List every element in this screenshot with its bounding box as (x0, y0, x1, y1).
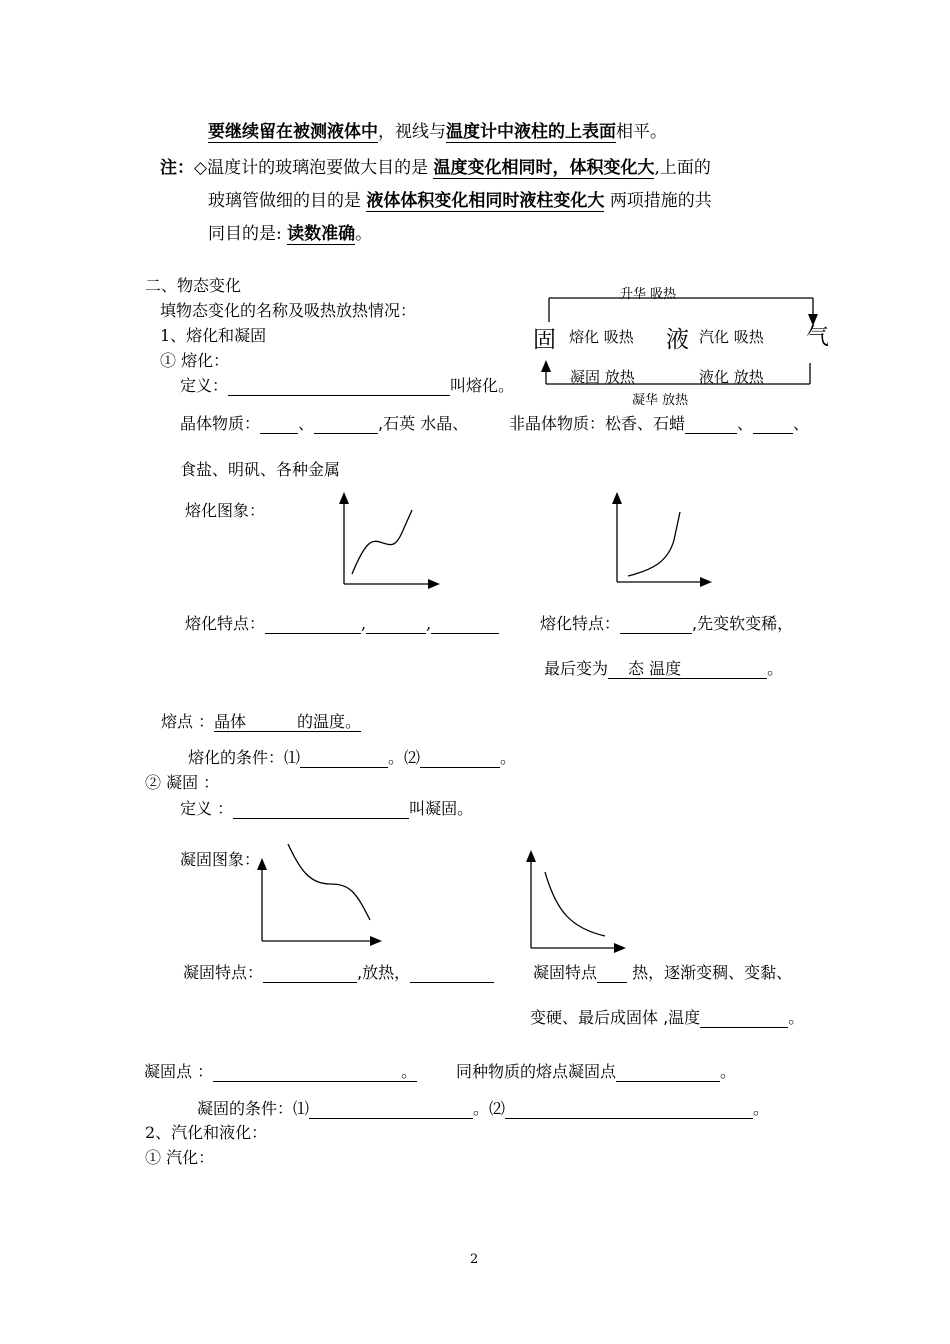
freezing-point-line (144, 1059, 417, 1082)
melt-point-label: 熔点 ： (161, 712, 215, 731)
def-label: 定义： (180, 376, 229, 395)
note-label: 注： (160, 158, 194, 178)
blank-freeze-feature-3[interactable] (597, 964, 627, 983)
freeze-feature-label: 凝固特点： (183, 963, 264, 982)
feature2-line2b: 态 温度 (622, 659, 681, 679)
feature-sep-1: , (361, 614, 367, 633)
note-common: 同目的是: (208, 224, 282, 244)
blank-freeze-cond-2[interactable] (505, 1100, 753, 1119)
page-number: 2 (470, 1252, 479, 1267)
subsection-melt-freeze: 1、熔化和凝固 (160, 326, 267, 345)
feature-label: 熔化特点： (185, 614, 266, 633)
noncrystal-label: 非晶体物质：松香、石蜡 (509, 414, 686, 433)
def-tail: 叫熔化。 (450, 376, 515, 395)
text-level: 相平。 (616, 122, 667, 142)
answer-liquid-surface: 温度计中液柱的上表面 (446, 122, 616, 142)
freeze-point-end: 。 (401, 1062, 418, 1081)
answer-keep-in-liquid: 要继续留在被测液体中 (208, 122, 378, 142)
label-freeze-release: 凝固 放热 (570, 368, 635, 386)
blank-same[interactable] (616, 1063, 720, 1082)
freeze-feature2-end: 。 (788, 1008, 805, 1027)
feature2-label: 熔化特点： (540, 614, 621, 633)
vapor-heading: ① 汽化： (145, 1148, 215, 1167)
label-vapor-absorb: 汽化 吸热 (699, 328, 764, 346)
freeze-def-tail: 叫凝固。 (409, 799, 474, 818)
subsection-vapor: 2、汽化和液化： (145, 1123, 268, 1142)
label-condense-release: 液化 放热 (699, 368, 764, 386)
state-gas: 气 (806, 324, 829, 350)
label-sublimation: 升华 吸热 (620, 287, 677, 302)
freeze-cond-label: 凝固的条件：⑴ (197, 1099, 310, 1118)
feature2-tail: ,先变软变稀， (692, 614, 794, 633)
freeze-feature-crystal (183, 960, 494, 983)
section-intro: 填物态变化的名称及吸热放热情况： (160, 301, 417, 320)
melt-cond-label: 熔化的条件：⑴ (188, 748, 301, 767)
melting-heading: ① 熔化： (160, 351, 230, 370)
freeze-point-label: 凝固点 ： (144, 1062, 214, 1081)
crystal-sep: 、 (298, 414, 315, 433)
melt-graph-label: 熔化图象： (185, 501, 266, 520)
answer-accurate: 读数准确 (287, 224, 356, 244)
freeze-graph-label: 凝固图象： (180, 850, 261, 869)
blank-freeze-feature-1[interactable] (263, 964, 357, 983)
note-tube-purpose: 玻璃管做细的目的是 (208, 191, 361, 211)
answer-tube: 液体体积变化相同时液柱变化大 (366, 191, 605, 211)
blank-freeze-feature-2[interactable] (410, 964, 494, 983)
label-deposition: 凝华 放热 (632, 393, 689, 408)
label-melt-absorb: 熔化 吸热 (569, 328, 634, 346)
freezing-heading: ② 凝固 ： (145, 773, 220, 792)
freeze-feature-amorphous-2 (530, 1005, 804, 1028)
answer-bulb: 温度变化相同时，体积变化大 (433, 158, 655, 178)
state-liquid: 液 (666, 327, 689, 353)
crystal-label: 晶体物质： (180, 414, 261, 433)
section-title: 二、物态变化 (145, 276, 242, 295)
melt-cond-mid: 。⑵ (388, 748, 421, 767)
freeze-def-label: 定义 ： (180, 799, 234, 818)
melt-cond-end: 。 (500, 748, 517, 767)
crystal-line-2: 食盐、明矾、各种金属 (180, 460, 341, 479)
blank-freeze-temp[interactable] (700, 1009, 788, 1028)
feature2-line2a: 最后变为 (544, 659, 609, 678)
note-bulb-purpose: ◇温度计的玻璃泡要做大目的是 (194, 158, 429, 178)
same-label: 同种物质的熔点凝固点 (456, 1062, 617, 1081)
same-substance-line (456, 1059, 736, 1082)
note-both: 两项措施的共 (609, 191, 712, 211)
crystal-tail: ,石英 水晶、 (378, 414, 469, 433)
noncrystal-sep-1: 、 (737, 414, 754, 433)
freeze-feature2-label: 凝固特点 (533, 963, 598, 982)
state-solid: 固 (533, 327, 556, 353)
melt-point-value: 晶体 的温度。 (214, 712, 361, 731)
freeze-cond-mid: 。⑵ (473, 1099, 506, 1118)
feature2-end: 。 (767, 659, 784, 678)
freeze-cond-end: 。 (753, 1099, 770, 1118)
same-end: 。 (720, 1062, 737, 1081)
freeze-feature2-tail: 热，逐渐变稠、变黏、 (632, 963, 793, 982)
note-end: 。 (355, 224, 373, 244)
freeze-conditions (197, 1096, 769, 1119)
note-upper: ,上面的 (654, 158, 711, 178)
freeze-feature-mid: ,放热， (357, 963, 411, 982)
text-sightline: ，视线与 (378, 122, 446, 142)
blank-freeze-point[interactable] (213, 1063, 401, 1082)
freeze-feature2-line2: 变硬、最后成固体 ,温度 (530, 1008, 701, 1027)
feature-sep-2: , (426, 614, 432, 633)
blank-freeze-cond-1[interactable] (309, 1100, 473, 1119)
freeze-feature-amorphous (533, 960, 792, 983)
noncrystal-sep-2: 、 (793, 414, 810, 433)
